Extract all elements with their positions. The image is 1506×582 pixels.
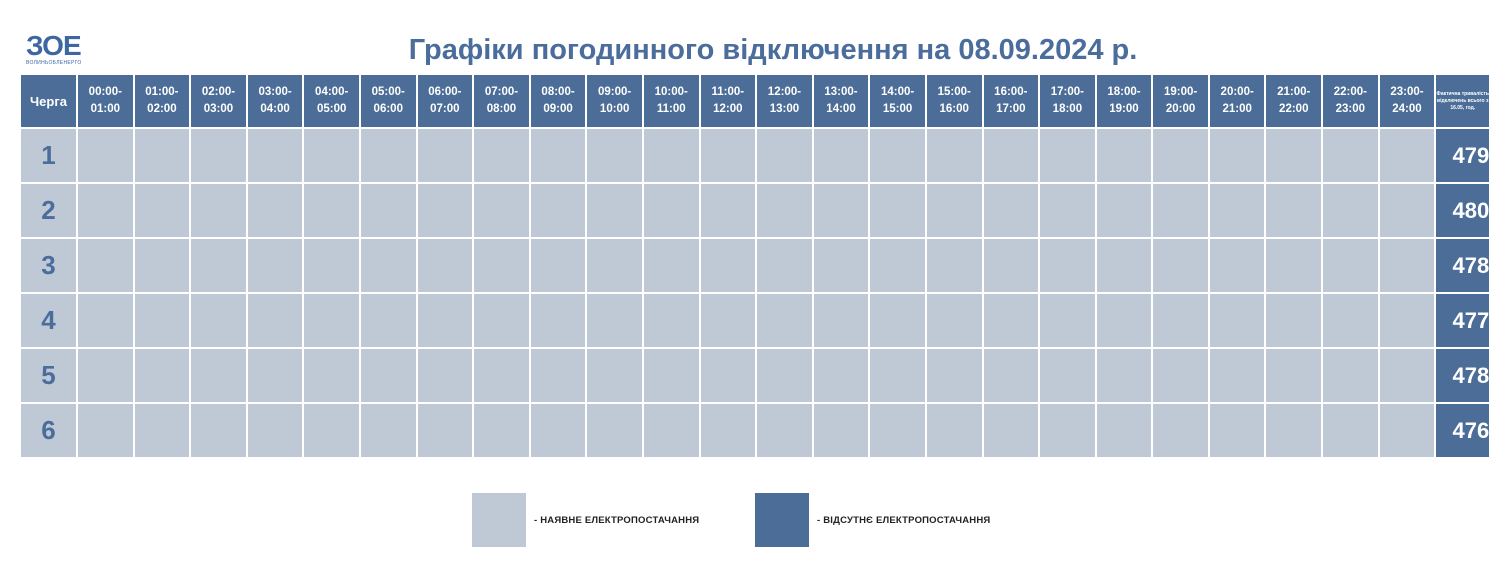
total-hours-cell: 478: [1436, 349, 1489, 402]
hour-cell: [927, 294, 982, 347]
hour-cell: [1380, 129, 1435, 182]
hour-cell: [1153, 404, 1208, 457]
hour-cell: [304, 184, 359, 237]
hour-cell: [1097, 239, 1152, 292]
hour-end: 24:00: [1392, 103, 1422, 115]
hour-column-header: [304, 75, 359, 127]
hour-cell: [927, 184, 982, 237]
hour-end: 20:00: [1165, 103, 1196, 115]
hour-cell: [531, 239, 586, 292]
hour-cell: [531, 404, 586, 457]
hour-cell: [1153, 184, 1208, 237]
hour-column-header: [701, 75, 756, 127]
legend-absent-label: - ВІДСУТНЄ ЕЛЕКТРОПОСТАЧАННЯ: [817, 514, 991, 526]
legend-absent-swatch: [755, 493, 809, 547]
hour-cell: [78, 184, 133, 237]
hour-cell: [587, 239, 642, 292]
hour-cell: [135, 349, 190, 402]
hour-cell: [927, 129, 982, 182]
hour-column-header: [418, 75, 473, 127]
hour-cell: [644, 184, 699, 237]
hour-end: 13:00: [769, 103, 800, 115]
hour-column-header: [248, 75, 303, 127]
hour-cell: [701, 129, 756, 182]
hour-cell: [78, 404, 133, 457]
hour-cell: [78, 349, 133, 402]
queue-number: 2: [21, 184, 76, 237]
hour-cell: [587, 404, 642, 457]
hour-cell: [191, 294, 246, 347]
hour-end: 08:00: [486, 103, 517, 115]
hour-start: 05:00-: [371, 86, 405, 98]
hour-start: 11:00-: [711, 86, 745, 98]
hour-end: 17:00: [996, 103, 1026, 115]
hour-cell: [870, 349, 925, 402]
total-hours-cell: 479: [1436, 129, 1489, 182]
total-duration-column-header: Фактична тривалість відключень всього з 16.05, год.: [1436, 75, 1489, 127]
hour-cell: [984, 129, 1039, 182]
queue-number: 5: [21, 349, 76, 402]
hour-cell: [1210, 404, 1265, 457]
hour-end: 18:00: [1052, 103, 1083, 115]
queue-row: [21, 184, 1489, 237]
hour-cell: [361, 404, 416, 457]
hour-end: 15:00: [882, 103, 913, 115]
hour-start: 23:00-: [1390, 86, 1424, 98]
hour-end: 11:00: [656, 103, 686, 115]
hour-start: 03:00-: [258, 86, 292, 98]
hour-column-header: [1097, 75, 1152, 127]
hour-start: 13:00-: [824, 86, 858, 98]
hour-cell: [1266, 294, 1321, 347]
hour-cell: [1153, 239, 1208, 292]
hour-cell: [1040, 349, 1095, 402]
hour-cell: [587, 184, 642, 237]
hour-cell: [927, 239, 982, 292]
hour-column-header: [984, 75, 1039, 127]
logo-subtitle: ВОЛИНЬОБЛЕНЕРГО: [26, 60, 82, 66]
hour-end: 03:00: [203, 103, 234, 115]
hour-start: 07:00-: [484, 86, 519, 98]
hour-end: 05:00: [316, 103, 347, 115]
hour-cell: [984, 349, 1039, 402]
hour-cell: [304, 349, 359, 402]
hour-column-header: [1380, 75, 1435, 127]
hour-column-header: [474, 75, 529, 127]
queue-row: [21, 239, 1489, 292]
hour-cell: [418, 184, 473, 237]
hour-cell: [135, 404, 190, 457]
hour-cell: [927, 349, 982, 402]
hour-column-header: [644, 75, 699, 127]
hour-cell: [474, 129, 529, 182]
hour-cell: [248, 129, 303, 182]
hour-cell: [418, 294, 473, 347]
hour-cell: [474, 404, 529, 457]
hour-cell: [1323, 129, 1378, 182]
hour-cell: [361, 294, 416, 347]
table-header-row: [21, 75, 1489, 127]
hour-cell: [474, 349, 529, 402]
hour-cell: [248, 349, 303, 402]
hour-cell: [1040, 129, 1095, 182]
hour-column-header: [1210, 75, 1265, 127]
hour-cell: [191, 239, 246, 292]
hour-end: 23:00: [1335, 103, 1366, 115]
hour-end: 09:00: [543, 103, 573, 115]
hour-cell: [418, 349, 473, 402]
hour-cell: [1097, 184, 1152, 237]
hour-cell: [644, 294, 699, 347]
hour-end: 12:00: [713, 103, 743, 115]
hour-start: 02:00-: [201, 86, 236, 98]
queue-row: [21, 294, 1489, 347]
hour-start: 19:00-: [1163, 86, 1198, 98]
hour-cell: [304, 404, 359, 457]
hour-end: 22:00: [1279, 103, 1309, 115]
hour-column-header: [531, 75, 586, 127]
hour-cell: [701, 349, 756, 402]
hour-cell: [984, 404, 1039, 457]
hour-cell: [1097, 404, 1152, 457]
hour-cell: [418, 129, 473, 182]
hour-cell: [701, 404, 756, 457]
hour-start: 04:00-: [315, 86, 349, 98]
hour-cell: [870, 184, 925, 237]
hour-cell: [418, 404, 473, 457]
hour-end: 01:00: [90, 103, 120, 115]
hour-start: 08:00-: [541, 86, 575, 98]
hour-cell: [304, 129, 359, 182]
hour-cell: [191, 184, 246, 237]
queue-number: 3: [21, 239, 76, 292]
hour-cell: [814, 239, 869, 292]
hour-start: 14:00-: [880, 86, 915, 98]
hour-cell: [644, 239, 699, 292]
hour-column-header: [870, 75, 925, 127]
hour-end: 04:00: [260, 103, 290, 115]
hour-cell: [1323, 294, 1378, 347]
hour-cell: [1153, 129, 1208, 182]
hour-start: 16:00-: [994, 86, 1028, 98]
hour-cell: [474, 239, 529, 292]
hour-start: 15:00-: [937, 86, 971, 98]
hour-cell: [78, 129, 133, 182]
hour-cell: [1266, 349, 1321, 402]
hour-column-header: [1040, 75, 1095, 127]
hour-cell: [870, 294, 925, 347]
queue-number: 6: [21, 404, 76, 457]
hour-column-header: [135, 75, 190, 127]
hour-start: 06:00-: [428, 86, 462, 98]
hour-cell: [701, 239, 756, 292]
hour-cell: [870, 404, 925, 457]
queue-number: 1: [21, 129, 76, 182]
hour-cell: [644, 349, 699, 402]
hour-cell: [1323, 239, 1378, 292]
hour-column-header: [587, 75, 642, 127]
legend-available-label: - НАЯВНЕ ЕЛЕКТРОПОСТАЧАННЯ: [534, 514, 700, 526]
logo-mark: ЗОЕ: [26, 30, 81, 61]
hour-cell: [870, 239, 925, 292]
hour-cell: [814, 294, 869, 347]
hour-cell: [78, 239, 133, 292]
hour-start: 21:00-: [1277, 86, 1311, 98]
hour-cell: [1266, 239, 1321, 292]
hour-cell: [1323, 184, 1378, 237]
hour-cell: [1097, 349, 1152, 402]
total-hours-cell: 478: [1436, 239, 1489, 292]
hour-cell: [1040, 404, 1095, 457]
hour-column-header: [757, 75, 812, 127]
hour-cell: [701, 184, 756, 237]
hour-cell: [814, 129, 869, 182]
hour-cell: [361, 184, 416, 237]
hour-cell: [1040, 239, 1095, 292]
hour-cell: [1380, 349, 1435, 402]
hour-cell: [1266, 129, 1321, 182]
hour-cell: [984, 184, 1039, 237]
hour-cell: [1040, 184, 1095, 237]
hour-cell: [814, 404, 869, 457]
hour-column-header: [191, 75, 246, 127]
hour-cell: [701, 294, 756, 347]
hour-end: 19:00: [1109, 103, 1139, 115]
hour-cell: [474, 184, 529, 237]
hour-start: 18:00-: [1107, 86, 1141, 98]
hour-cell: [1266, 404, 1321, 457]
hour-start: 00:00-: [88, 86, 122, 98]
hour-cell: [531, 129, 586, 182]
hour-cell: [361, 129, 416, 182]
hour-column-header: [361, 75, 416, 127]
hour-cell: [814, 349, 869, 402]
hour-cell: [248, 239, 303, 292]
hour-cell: [531, 184, 586, 237]
hour-column-header: [814, 75, 869, 127]
queue-row: [21, 404, 1489, 457]
hour-cell: [418, 239, 473, 292]
hour-cell: [757, 404, 812, 457]
hour-cell: [248, 294, 303, 347]
hour-cell: [984, 239, 1039, 292]
hour-cell: [1040, 294, 1095, 347]
hour-cell: [1153, 349, 1208, 402]
hour-cell: [531, 294, 586, 347]
hour-cell: [361, 239, 416, 292]
hour-start: 10:00-: [654, 86, 688, 98]
hour-cell: [644, 129, 699, 182]
hour-end: 06:00: [373, 103, 403, 115]
hour-end: 10:00: [599, 103, 630, 115]
hour-cell: [135, 239, 190, 292]
total-hours-cell: 476: [1436, 404, 1489, 457]
legend-absent: [755, 493, 990, 547]
hour-cell: [1380, 239, 1435, 292]
hour-cell: [1380, 404, 1435, 457]
hour-column-header: [927, 75, 982, 127]
hour-cell: [1380, 184, 1435, 237]
hour-cell: [1266, 184, 1321, 237]
hour-cell: [757, 239, 812, 292]
hour-cell: [474, 294, 529, 347]
hour-cell: [1210, 239, 1265, 292]
queue-column-header: Черга: [21, 75, 76, 127]
hour-column-header: [78, 75, 133, 127]
hour-cell: [78, 294, 133, 347]
hour-cell: [1210, 129, 1265, 182]
hour-cell: [191, 349, 246, 402]
hour-cell: [1323, 404, 1378, 457]
hour-start: 01:00-: [145, 86, 179, 98]
total-hours-cell: 477: [1436, 294, 1489, 347]
hour-column-header: [1266, 75, 1321, 127]
hour-cell: [984, 294, 1039, 347]
total-hours-cell: 480: [1436, 184, 1489, 237]
hour-cell: [1097, 129, 1152, 182]
hour-start: 17:00-: [1050, 86, 1085, 98]
hour-cell: [531, 349, 586, 402]
legend-available-swatch: [472, 493, 526, 547]
hour-cell: [757, 294, 812, 347]
hour-start: 09:00-: [598, 86, 632, 98]
hour-end: 16:00: [939, 103, 969, 115]
hour-column-header: [1323, 75, 1378, 127]
queue-row: [21, 349, 1489, 402]
hour-start: 20:00-: [1220, 86, 1254, 98]
hour-cell: [304, 294, 359, 347]
queue-row: [21, 129, 1489, 182]
hour-cell: [1153, 294, 1208, 347]
hour-cell: [587, 294, 642, 347]
hour-cell: [814, 184, 869, 237]
hour-column-header: [1153, 75, 1208, 127]
queue-number: 4: [21, 294, 76, 347]
hour-cell: [361, 349, 416, 402]
hour-cell: [1323, 349, 1378, 402]
page-title: Графіки погодинного відключення на 08.09.2024 р.: [408, 34, 1138, 66]
hour-end: 14:00: [826, 103, 856, 115]
hour-start: 22:00-: [1333, 86, 1367, 98]
hour-cell: [135, 184, 190, 237]
hour-cell: [135, 129, 190, 182]
hour-cell: [1210, 184, 1265, 237]
hour-cell: [757, 184, 812, 237]
hour-cell: [1097, 294, 1152, 347]
hour-end: 07:00: [430, 103, 460, 115]
hour-cell: [644, 404, 699, 457]
hour-end: 21:00: [1222, 103, 1252, 115]
hour-cell: [757, 349, 812, 402]
hour-cell: [191, 404, 246, 457]
hour-end: 02:00: [147, 103, 177, 115]
hour-cell: [870, 129, 925, 182]
hour-cell: [587, 129, 642, 182]
hour-cell: [1380, 294, 1435, 347]
hour-cell: [757, 129, 812, 182]
hour-cell: [927, 404, 982, 457]
hour-cell: [135, 294, 190, 347]
hour-cell: [248, 184, 303, 237]
hour-cell: [191, 129, 246, 182]
hour-cell: [248, 404, 303, 457]
hour-start: 12:00-: [767, 86, 802, 98]
hour-cell: [1210, 349, 1265, 402]
hour-cell: [304, 239, 359, 292]
hour-cell: [587, 349, 642, 402]
table-body: [21, 129, 1489, 457]
legend-available: [472, 493, 699, 547]
hour-cell: [1210, 294, 1265, 347]
outage-schedule-table: [19, 73, 1491, 459]
